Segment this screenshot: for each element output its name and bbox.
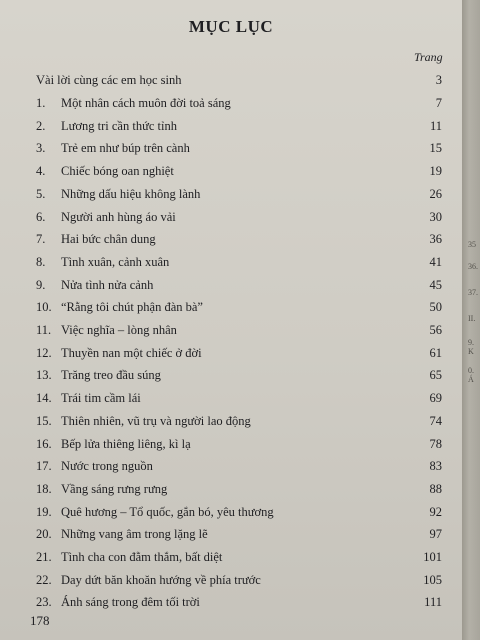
page-number: 178 xyxy=(30,613,50,628)
toc-entry-number: 7. xyxy=(36,232,46,247)
edge-mark: 35 xyxy=(468,240,476,249)
toc-entry-page: 101 xyxy=(423,550,442,564)
toc-entry-number: 10. xyxy=(36,300,52,315)
toc-entry-page: 41 xyxy=(429,254,442,269)
page-column-label: Trang xyxy=(414,50,443,64)
toc-entry-title: Bếp lửa thiêng liêng, kì lạ xyxy=(61,436,191,451)
toc-entry-page: 92 xyxy=(429,504,442,519)
toc-entry-number: 4. xyxy=(36,164,46,179)
toc-entry xyxy=(36,527,442,543)
toc-entry-page: 105 xyxy=(423,572,442,587)
toc-entry-title: Tình cha con đằm thắm, bất diệt xyxy=(61,550,223,564)
toc-entry-page: 45 xyxy=(429,277,442,292)
toc-entry-title: Nửa tình nửa cảnh xyxy=(61,277,154,292)
toc-entry-title: Lương tri cần thức tỉnh xyxy=(61,118,177,133)
toc-entry-title: Nước trong nguồn xyxy=(61,459,153,474)
toc-entry-number: 17. xyxy=(36,459,52,474)
toc-entry-number: 11. xyxy=(36,323,52,337)
edge-mark: 9. K xyxy=(468,338,474,356)
edge-mark: 0. Á xyxy=(468,366,474,384)
edge-mark: II. xyxy=(468,314,476,323)
toc-entry-page: 78 xyxy=(429,436,442,451)
toc-entry xyxy=(36,164,442,180)
toc-entry-title: Vầng sáng rưng rưng xyxy=(61,481,168,496)
toc-entry-page: 61 xyxy=(429,345,442,360)
toc-entry xyxy=(36,346,442,362)
toc-entry-number: 14. xyxy=(36,391,52,406)
toc-entry-page: 88 xyxy=(429,481,442,496)
toc-entry-page: 83 xyxy=(429,459,442,474)
toc-entry-number: 3. xyxy=(36,141,46,156)
toc-entry-title: Việc nghĩa – lòng nhân xyxy=(61,323,177,337)
toc-entry-title: Những vang âm trong lặng lẽ xyxy=(61,527,208,542)
toc-entry xyxy=(36,437,442,453)
toc-entry-title: Chiếc bóng oan nghiệt xyxy=(61,164,174,179)
toc-entry xyxy=(36,187,442,203)
toc-entry-title: Tình xuân, cảnh xuân xyxy=(61,254,170,269)
toc-entry-page: 7 xyxy=(435,96,442,110)
toc-entry-title: “Rằng tôi chút phận đàn bà” xyxy=(61,300,203,315)
toc-entry-number: 9. xyxy=(36,277,46,292)
toc-entry-number: 21. xyxy=(36,550,52,564)
toc-entry xyxy=(36,232,442,248)
toc-entry xyxy=(36,96,442,112)
toc-entry-page: 50 xyxy=(429,300,442,315)
toc-entry-page: 74 xyxy=(429,413,442,428)
toc-entry-page: 69 xyxy=(429,391,442,406)
toc-entry-page: 15 xyxy=(429,141,442,156)
toc-entry-page: 19 xyxy=(429,164,442,179)
toc-entry-title: Thiên nhiên, vũ trụ và người lao động xyxy=(61,413,251,428)
toc-intro-row xyxy=(36,73,442,89)
toc-entry xyxy=(36,323,442,339)
toc-entry-number: 6. xyxy=(36,209,46,224)
toc-entry-number: 5. xyxy=(36,186,46,201)
toc-entry-page: 97 xyxy=(429,527,442,542)
toc-entry xyxy=(36,595,442,611)
toc-entry xyxy=(36,141,442,157)
toc-entry-title: Thuyền nan một chiếc ở đời xyxy=(61,345,202,360)
toc-entry-number: 19. xyxy=(36,504,52,519)
edge-mark: 37. xyxy=(468,288,478,297)
toc-entry-page: 26 xyxy=(429,186,442,201)
toc-entry-title: Day dứt băn khoăn hướng về phía trước xyxy=(61,572,261,587)
edge-mark: 36. xyxy=(468,262,478,271)
toc-entry-title: Một nhân cách muôn đời toả sáng xyxy=(61,96,231,110)
toc-entry-number: 20. xyxy=(36,527,52,542)
toc-entry-title: Trăng treo đầu súng xyxy=(61,368,161,383)
toc-intro-title: Vài lời cùng các em học sinh xyxy=(36,73,182,87)
toc-entry-title: Trẻ em như búp trên cành xyxy=(61,141,190,156)
toc-entry xyxy=(36,573,442,589)
toc-entry xyxy=(36,459,442,475)
toc-entry-title: Hai bức chân dung xyxy=(61,232,156,247)
toc-entry xyxy=(36,368,442,384)
toc-entry xyxy=(36,391,442,407)
toc-entry-number: 8. xyxy=(36,254,46,269)
toc-entry-page: 65 xyxy=(429,368,442,383)
toc-entry-number: 18. xyxy=(36,481,52,496)
toc-entry-number: 22. xyxy=(36,572,52,587)
toc-entry-page: 36 xyxy=(429,232,442,247)
toc-entry-title: Những dấu hiệu không lành xyxy=(61,186,201,201)
toc-entry xyxy=(36,482,442,498)
toc-entry-number: 12. xyxy=(36,345,52,360)
toc-entry-number: 16. xyxy=(36,436,52,451)
toc-entry-page: 111 xyxy=(424,595,442,610)
toc-entry xyxy=(36,414,442,430)
toc-entry-title: Trái tim cầm lái xyxy=(61,391,141,406)
toc-entry-number: 2. xyxy=(36,118,46,133)
toc-entry xyxy=(36,278,442,294)
toc-entry-page: 56 xyxy=(429,323,442,337)
toc-entry-title: Quê hương – Tổ quốc, gắn bó, yêu thương xyxy=(61,504,274,519)
toc-entry xyxy=(36,210,442,226)
toc-entry-page: 11 xyxy=(429,118,442,133)
toc-entry xyxy=(36,119,442,135)
toc-entry xyxy=(36,255,442,271)
toc-entry-title: Người anh hùng áo vải xyxy=(61,209,176,224)
toc-entry xyxy=(36,550,442,566)
toc-entry xyxy=(36,505,442,521)
toc-entry-page: 30 xyxy=(429,209,442,224)
page-title: MỤC LỤC xyxy=(188,17,274,36)
toc-entry-number: 23. xyxy=(36,595,52,610)
toc-entry-title: Ánh sáng trong đêm tối trời xyxy=(61,595,200,610)
toc-intro-page: 3 xyxy=(435,73,442,87)
toc-entry xyxy=(36,300,442,316)
toc-entry-number: 1. xyxy=(36,96,46,110)
toc-entry-number: 13. xyxy=(36,368,52,383)
toc-entry-number: 15. xyxy=(36,413,52,428)
